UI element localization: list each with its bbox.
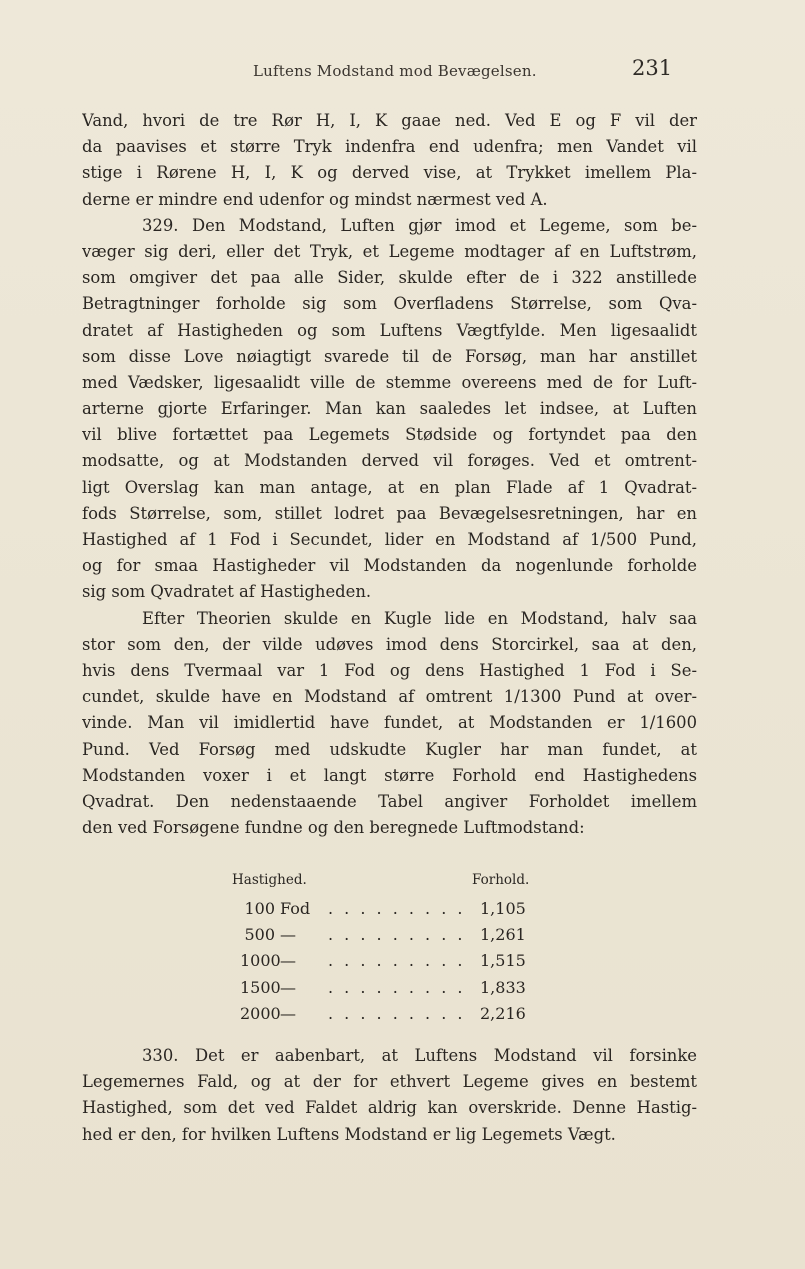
speed-unit: — [280, 951, 296, 971]
speed-value: 1500 [240, 977, 281, 997]
text-line: derne er mindre end udenfor og mindst nærmest ved A. [82, 189, 548, 209]
text-line: sig som Qvadratet af Hastigheden. [82, 582, 372, 602]
text-line: med Vædsker, ligesaalidt ville de stemme overeens med de for Luft- [82, 372, 697, 392]
dot-leader: . . . . . . . . . [328, 977, 466, 997]
section-330 [82, 1043, 697, 1148]
text-line: stor som den, der vilde udøves imod dens Storcirkel, saa at den, [82, 634, 697, 654]
speed-unit: — [280, 925, 296, 945]
speed-unit: — [280, 977, 296, 997]
dot-leader: . . . . . . . . . [328, 925, 466, 945]
table-row [232, 948, 552, 974]
text-line: Modstanden voxer i et langt større Forhold end Hastighedens [82, 765, 697, 785]
dot-leader: . . . . . . . . . [328, 899, 466, 918]
table-row [232, 922, 552, 948]
text-line: Betragtninger forholde sig som Overfladens Størrelse, som Qva- [82, 294, 697, 314]
text-line: modsatte, og at Modstanden derved vil forøges. Ved et omtrent- [82, 451, 697, 471]
text-line: og for smaa Hastigheder vil Modstanden da nogenlunde forholde [82, 556, 697, 576]
ratio-value: 2,216 [480, 1003, 526, 1023]
text-line: hvis dens Tvermaal var 1 Fod og dens Hastighed 1 Fod i Se- [82, 660, 697, 680]
text-line: Hastighed af 1 Fod i Secundet, lider en Modstand af 1/500 Pund, [82, 530, 697, 549]
table-row [232, 975, 552, 1001]
dot-leader: . . . . . . . . . [328, 951, 466, 971]
ratio-value: 1,105 [480, 899, 526, 918]
text-line: som disse Love nøiagtigt svarede til de Forsøg, man har anstillet [82, 346, 697, 366]
table-row [232, 1001, 552, 1027]
text-line: som omgiver det paa alle Sider, skulde efter de i 322 anstillede [82, 268, 697, 288]
speed-value: 500 [244, 925, 275, 945]
text-line: arterne gjorte Erfaringer. Man kan saaledes let indsee, at Luften [82, 399, 697, 419]
table-row [232, 896, 552, 922]
running-title: Luftens Modstand mod Bevægelsen. [253, 62, 537, 80]
text-line: stige i Rørene H, I, K og derved vise, at Trykket imellem Pla- [82, 163, 697, 183]
text-line: Qvadrat. Den nedenstaaende Tabel angiver Forholdet imellem [82, 791, 697, 811]
text-line: ligt Overslag kan man antage, at en plan Flade af 1 Qvadrat- [82, 477, 697, 497]
text-line: Hastighed, som det ved Faldet aldrig kan overskride. Denne Hastig- [82, 1098, 697, 1118]
text-line: da paavises et større Tryk indenfra end udenfra; men Vandet vil [82, 137, 697, 157]
text-line: den ved Forsøgene fundne og den beregnede Luftmodstand: [82, 818, 585, 838]
body-text [82, 108, 697, 841]
text-line: fods Størrelse, som, stillet lodret paa Bevægelsesretningen, har en [82, 503, 697, 523]
table-header-ratio: Forhold. [472, 872, 530, 888]
paragraph-start: Efter Theorien skulde en Kugle lide en Modstand, halv saa [142, 608, 697, 628]
text-line: vil blive fortættet paa Legemets Stødside og fortyndet paa den [82, 425, 697, 445]
text-line: Legemernes Fald, og at der for ethvert Legeme gives en bestemt [82, 1072, 697, 1092]
text-line: cundet, skulde have en Modstand af omtrent 1/1300 Pund at over- [82, 687, 697, 707]
text-line: dratet af Hastigheden og som Luftens Vægtfylde. Men ligesaalidt [82, 320, 697, 340]
speed-value: 2000 [240, 1003, 281, 1023]
text-line: vinde. Man vil imidlertid have fundet, at Modstanden er 1/1600 [82, 713, 697, 733]
page-number: 231 [632, 56, 673, 80]
section-329-start: 329. Den Modstand, Luften gjør imod et Legeme, som be- [142, 215, 697, 235]
speed-value: 100 [244, 899, 275, 918]
text-line: Vand, hvori de tre Rør H, I, K gaae ned. Ved E og F vil der [82, 111, 697, 130]
resistance-table [232, 868, 552, 1027]
ratio-value: 1,515 [480, 951, 526, 971]
speed-unit: — [280, 1003, 296, 1023]
running-head [0, 56, 805, 86]
text-line: væger sig deri, eller det Tryk, et Legeme modtager af en Luftstrøm, [82, 241, 697, 261]
table-header-speed: Hastighed. [232, 872, 307, 888]
ratio-value: 1,261 [480, 925, 526, 945]
speed-value: 1000 [240, 951, 281, 971]
ratio-value: 1,833 [480, 977, 526, 997]
speed-unit: Fod [280, 899, 311, 918]
text-line: Pund. Ved Forsøg med udskudte Kugler har man fundet, at [82, 739, 697, 759]
table-header [232, 868, 552, 896]
section-330-start: 330. Det er aabenbart, at Luftens Modstand vil forsinke [142, 1046, 697, 1065]
dot-leader: . . . . . . . . . [328, 1003, 466, 1023]
text-line: hed er den, for hvilken Luftens Modstand er lig Legemets Vægt. [82, 1124, 616, 1144]
